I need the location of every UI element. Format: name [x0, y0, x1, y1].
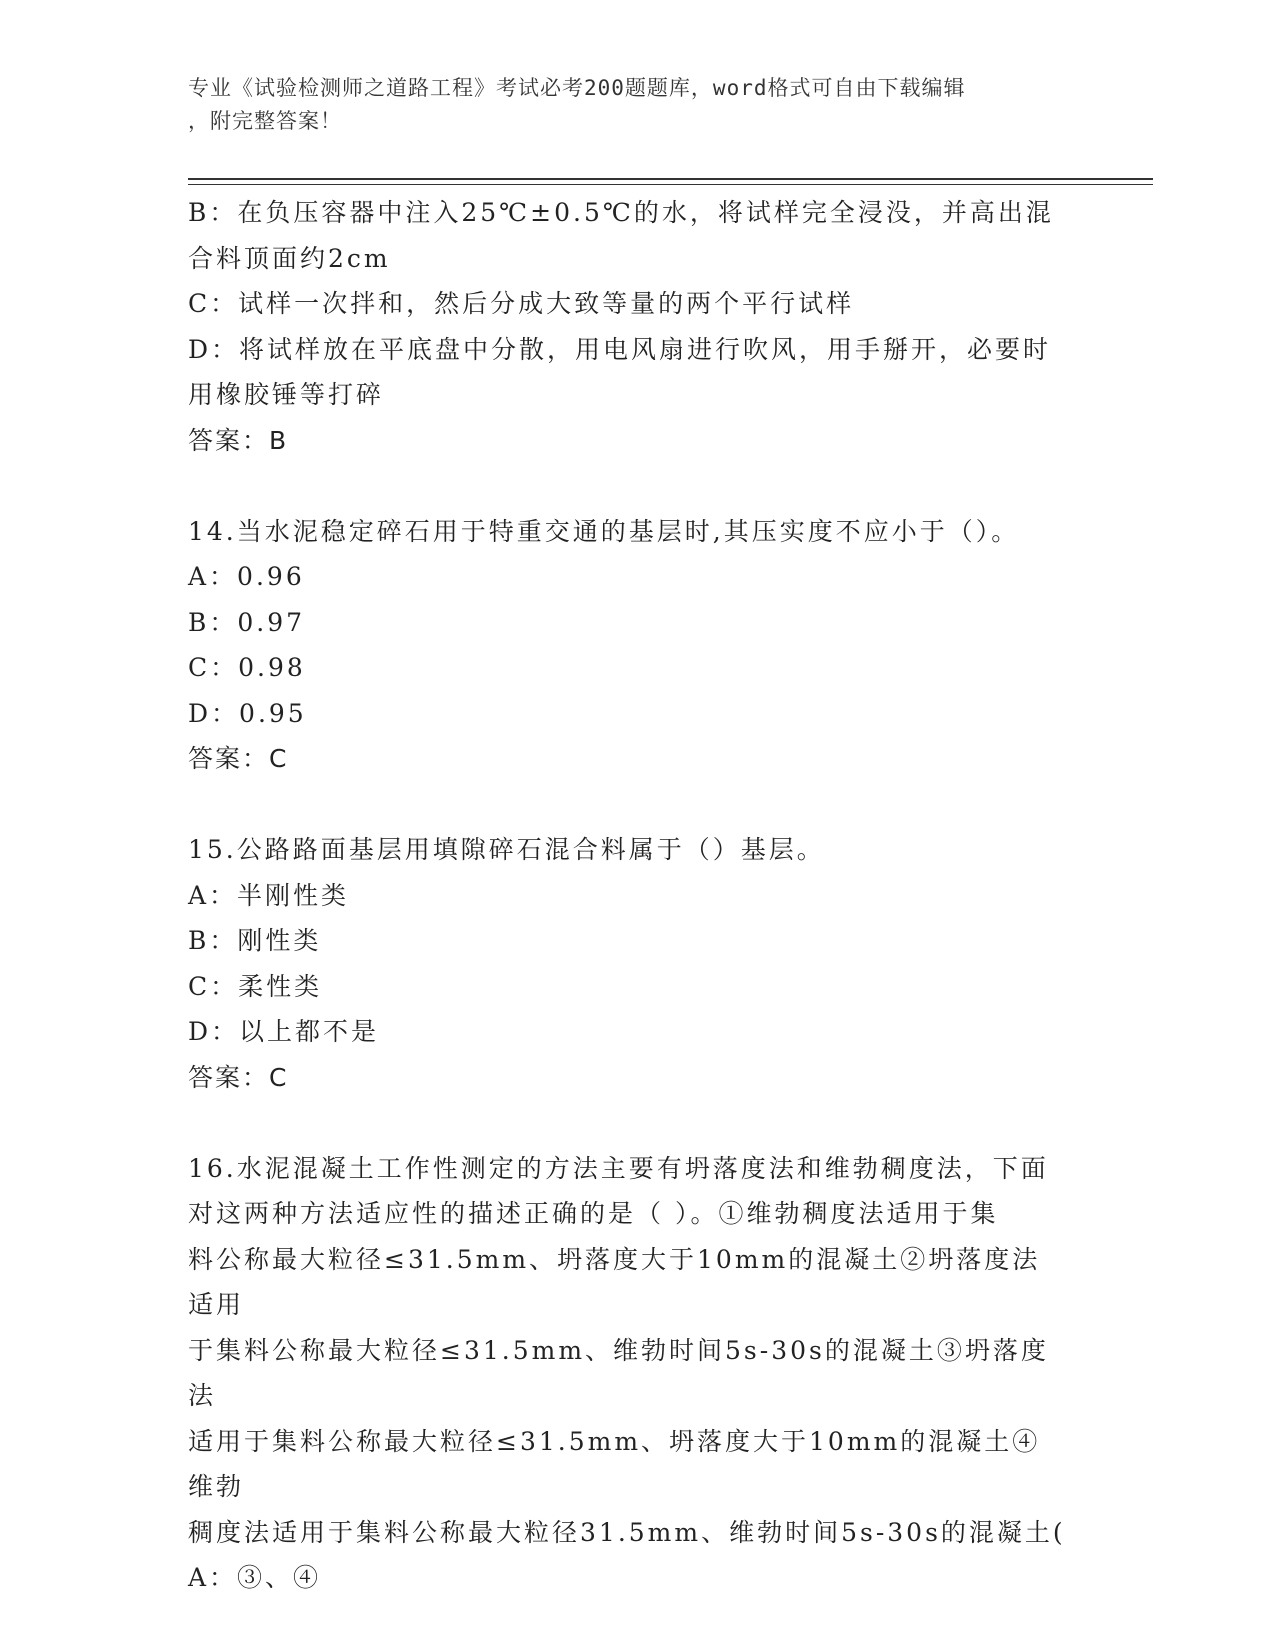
question-15	[188, 827, 1068, 1100]
option-b: B：刚性类	[188, 926, 322, 955]
question-stem-line: 于集料公称最大粒径≤31.5mm、维勃时间5s-30s的混凝土③坍落度法	[188, 1335, 1049, 1410]
header-line-1: 专业《试验检测师之道路工程》考试必考200题题库，word格式可自由下载编辑	[188, 76, 966, 100]
option-d-cont: 用橡胶锤等打碎	[188, 380, 385, 409]
option-b-cont: 合料顶面约2cm	[188, 243, 391, 273]
option-b: B：0.97	[188, 607, 306, 637]
answer: 答案：B	[188, 425, 289, 455]
option-a: A：0.96	[188, 562, 305, 591]
question-stem: 14.当水泥稳定碎石用于特重交通的基层时,其压实度不应小于（）。	[188, 516, 1020, 546]
question-stem-line: 16.水泥混凝土工作性测定的方法主要有坍落度法和维勃稠度法，下面	[188, 1153, 1049, 1183]
option-c: C：柔性类	[188, 971, 323, 1001]
question-16	[188, 1146, 1068, 1601]
option-c: C：试样一次拌和，然后分成大致等量的两个平行试样	[188, 289, 855, 318]
question-stem-line: 料公称最大粒径≤31.5mm、坍落度大于10mm的混凝土②坍落度法适用	[188, 1244, 1041, 1319]
document-body	[188, 190, 1068, 1601]
answer: 答案：C	[188, 1062, 289, 1092]
header-line-2: ，附完整答案！	[188, 109, 342, 133]
option-d: D：0.95	[188, 698, 307, 728]
option-d: D：将试样放在平底盘中分散，用电风扇进行吹风，用手掰开，必要时	[188, 334, 1052, 364]
option-a: A：半刚性类	[188, 880, 350, 910]
header-divider-thin	[188, 184, 1153, 185]
question-13-continued	[188, 190, 1068, 463]
question-stem: 15.公路路面基层用填隙碎石混合料属于（）基层。	[188, 835, 825, 864]
option-c: C：0.98	[188, 653, 306, 682]
answer: 答案：C	[188, 744, 289, 773]
option-b: B：在负压容器中注入25℃±0.5℃的水，将试样完全浸没，并高出混	[188, 198, 1054, 227]
document-header	[188, 72, 1068, 138]
option-a: A：③、④	[188, 1563, 322, 1592]
option-d: D：以上都不是	[188, 1017, 380, 1046]
question-14	[188, 509, 1068, 782]
question-stem-line: 对这两种方法适应性的描述正确的是（ ）。①维勃稠度法适用于集	[188, 1199, 999, 1228]
question-stem-line: 适用于集料公称最大粒径≤31.5mm、坍落度大于10mm的混凝土④维勃	[188, 1426, 1041, 1501]
question-stem-line: 稠度法适用于集料公称最大粒径31.5mm、维勃时间5s-30s的混凝土(	[188, 1517, 1066, 1547]
header-divider-thick	[188, 178, 1153, 180]
